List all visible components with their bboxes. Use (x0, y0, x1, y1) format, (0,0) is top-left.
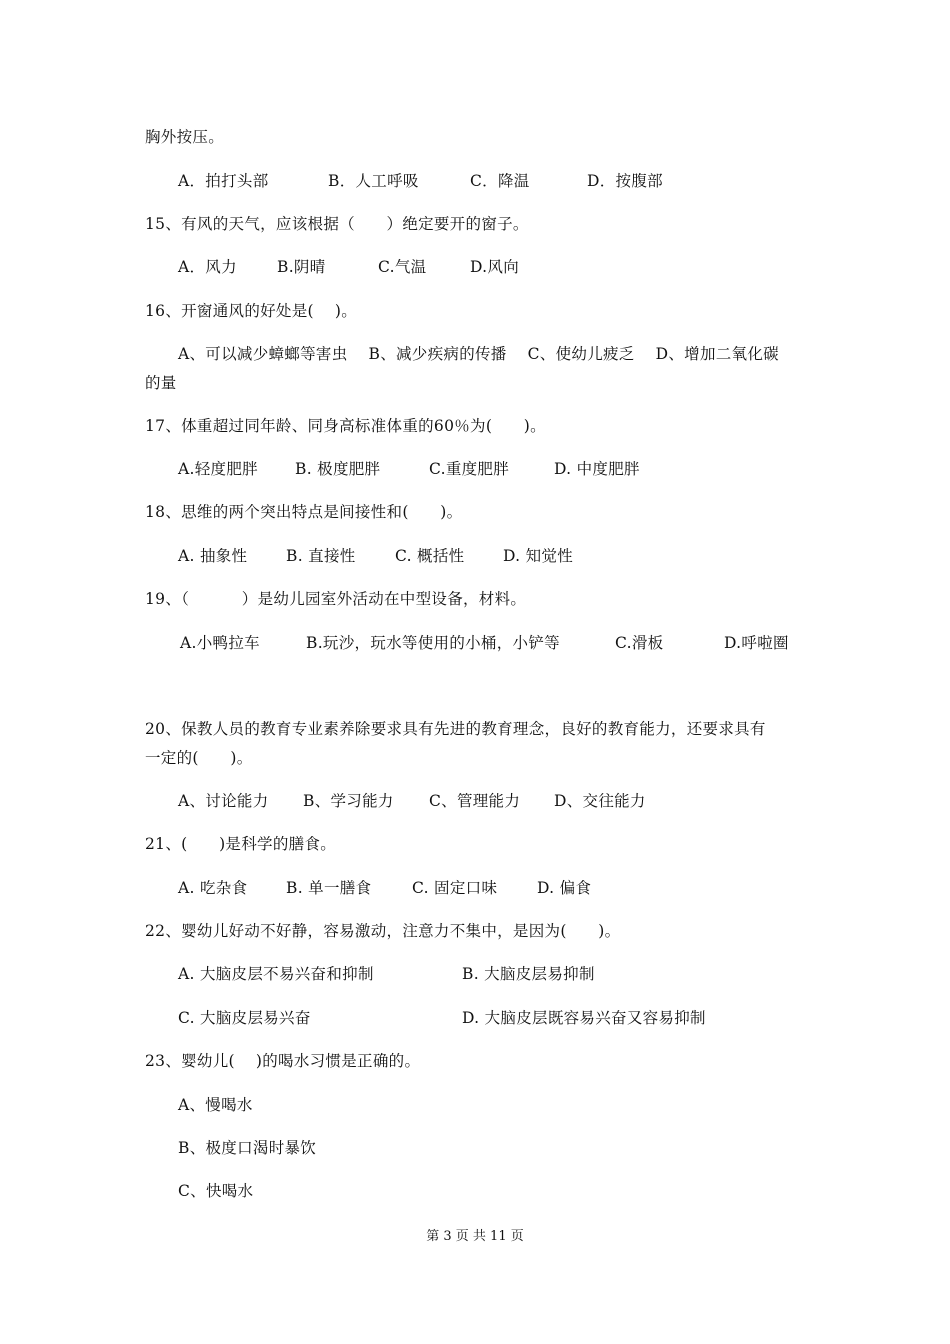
question-15-stem: 15、有风的天气，应该根据（ ）绝定要开的窗子。 (145, 215, 529, 233)
option-c: C. 固定口味 (412, 879, 498, 897)
option-b: B、学习能力 (303, 792, 394, 810)
option-a: A．风力 (178, 258, 237, 276)
option-c: C.气温 (378, 258, 427, 276)
option-c: C．降温 (470, 172, 530, 190)
page-footer: 第 3 页 共 11 页 (426, 1229, 524, 1244)
option-a: A、讨论能力 (178, 792, 269, 810)
option-b: B. 极度肥胖 (295, 460, 381, 478)
option-b: B.阴晴 (277, 258, 326, 276)
question-18-stem: 18、思维的两个突出特点是间接性和( )。 (145, 503, 463, 521)
option-a: A. 大脑皮层不易兴奋和抑制 (178, 965, 374, 983)
question-17-stem: 17、体重超过同年龄、同身高标准体重的60％为( )。 (145, 417, 546, 435)
question-19-stem: 19、（ ）是幼儿园室外活动在中型设备，材料。 (145, 590, 527, 608)
option-b: B. 直接性 (286, 547, 356, 565)
question-16-options-line1: A、可以减少蟑螂等害虫 B、减少疾病的传播 C、使幼儿疲乏 D、增加二氧化碳 (178, 345, 779, 363)
option-d: D.呼啦圈 (724, 634, 789, 652)
question-22-stem: 22、婴幼儿好动不好静，容易激动，注意力不集中，是因为( )。 (145, 922, 621, 940)
option-b: B. 单一膳食 (286, 879, 372, 897)
option-c: C.滑板 (615, 634, 664, 652)
option-d: D.风向 (470, 258, 520, 276)
option-d: D. 中度肥胖 (554, 460, 640, 478)
option-c: C、快喝水 (178, 1182, 254, 1200)
option-a: A. 抽象性 (178, 547, 248, 565)
option-d: D、交往能力 (554, 792, 646, 810)
option-c: C.重度肥胖 (429, 460, 510, 478)
option-a: A.轻度肥胖 (178, 460, 258, 478)
option-c: C. 概括性 (395, 547, 465, 565)
question-20-stem-line1: 20、保教人员的教育专业素养除要求具有先进的教育理念，良好的教育能力，还要求具有 (145, 720, 766, 738)
question-16-stem: 16、开窗通风的好处是( )。 (145, 302, 358, 320)
option-a: A、慢喝水 (178, 1096, 253, 1114)
option-d: D. 大脑皮层既容易兴奋又容易抑制 (462, 1009, 706, 1027)
question-16-options-line2: 的量 (145, 374, 177, 392)
option-c: C. 大脑皮层易兴奋 (178, 1009, 311, 1027)
option-a: A. 吃杂食 (178, 879, 248, 897)
option-b: B. 大脑皮层易抑制 (462, 965, 595, 983)
option-d: D. 知觉性 (503, 547, 574, 565)
option-c: C、管理能力 (429, 792, 521, 810)
option-a: A.小鸭拉车 (180, 634, 260, 652)
question-23-stem: 23、婴幼儿( )的喝水习惯是正确的。 (145, 1052, 421, 1070)
option-b: B、极度口渴时暴饮 (178, 1139, 317, 1157)
option-a: A．拍打头部 (178, 172, 269, 190)
question-20-stem-line2: 一定的( )。 (145, 749, 253, 767)
question-21-stem: 21、( )是科学的膳食。 (145, 835, 337, 853)
question-14-continuation: 胸外按压。 (145, 128, 225, 146)
option-d: D．按腹部 (587, 172, 663, 190)
option-b: B．人工呼吸 (328, 172, 419, 190)
option-d: D. 偏食 (537, 879, 592, 897)
option-b: B.玩沙，玩水等使用的小桶，小铲等 (306, 634, 560, 652)
